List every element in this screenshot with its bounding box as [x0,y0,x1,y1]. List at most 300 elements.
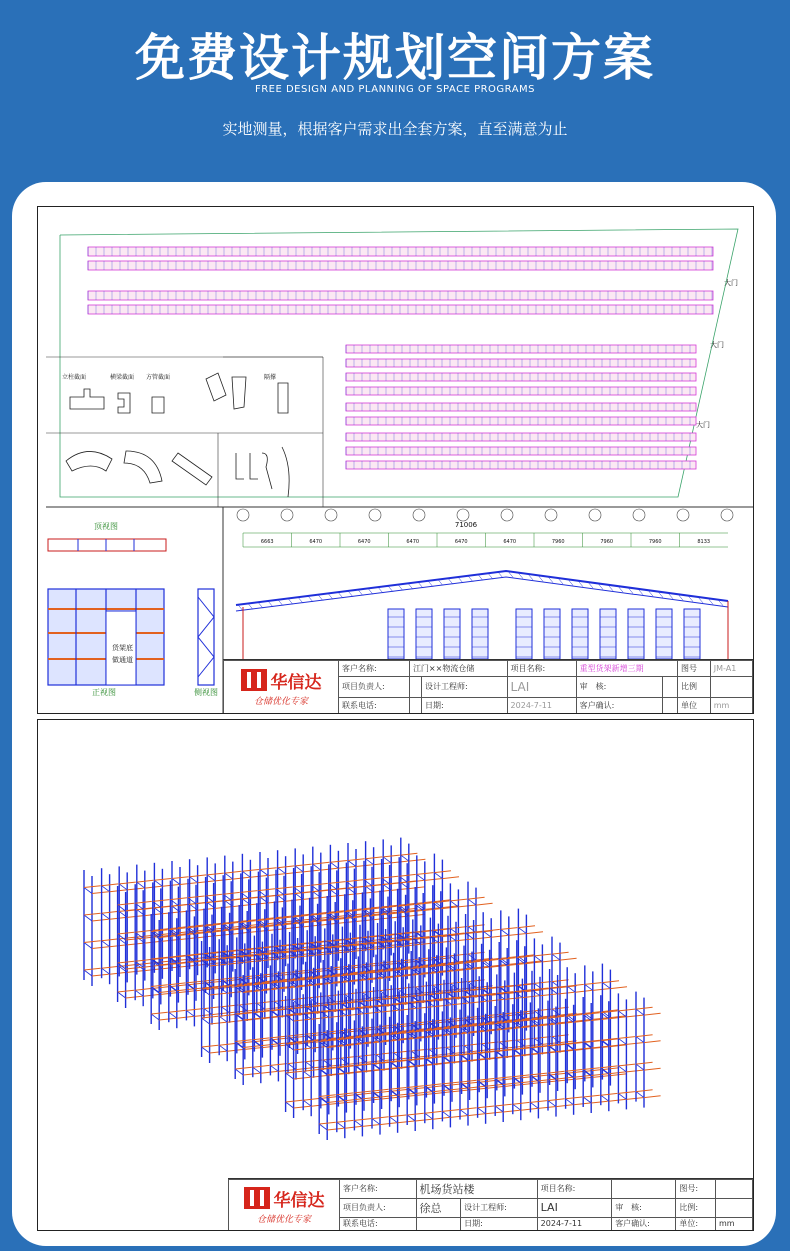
engineer-value: LAI [507,677,576,697]
truss-diagonal [428,581,433,587]
client-label: 客户名称: [339,661,410,677]
frame-brace [253,1067,261,1073]
frame-brace [102,886,110,892]
frame-brace [618,1093,626,1099]
beam [526,932,543,934]
frame-brace [417,874,425,880]
beam [574,1103,591,1105]
beam [458,905,475,907]
dimension-label: 8133 [697,539,711,545]
frame-brace [583,1097,591,1103]
dimension-label: 6470 [406,539,420,545]
brand-logo-2 [232,1186,336,1225]
beam [126,996,143,998]
beam [491,935,508,937]
frame-brace [118,992,126,998]
rack-row [346,461,696,469]
beam [538,1079,555,1081]
unit-label: 单位 [677,697,710,713]
frame-brace [483,931,491,937]
beam [92,892,109,894]
truss-diagonal [358,590,363,596]
beam [503,1083,520,1085]
truss-diagonal [368,588,373,594]
rack-row [88,247,713,256]
dimension-label: 7960 [648,539,662,545]
brand-name: 华信达 [270,672,322,693]
column-marker [545,509,557,521]
frame-brace [204,1009,212,1015]
frame-brace [550,988,558,994]
drawing-no-value: JM-A1 [710,661,752,677]
hero-title: 免费设计规划空间方案 [135,29,655,87]
elevation-rack [572,609,588,659]
frame-brace [235,1069,243,1075]
project-value: 重型货架新增三期 [576,661,677,677]
column-marker [413,509,425,521]
elevation-rack [600,609,616,659]
beam [425,879,442,881]
truss-diagonal [328,593,333,599]
truss-diagonal [238,605,243,611]
phone-label: 联系电话: [339,697,410,713]
truss-diagonal [318,595,323,601]
beam [593,989,610,991]
rack-row [346,447,696,455]
truss-diagonal [468,576,473,582]
beam [345,1126,362,1128]
frame-brace [348,861,356,867]
beam [433,1117,450,1119]
svg-text:方管截面: 方管截面 [146,374,171,381]
truss-diagonal [268,601,273,607]
beam [538,1107,555,1109]
front-view-label: 正视图 [92,688,116,697]
frame-brace [601,1095,609,1101]
beam [626,1043,643,1045]
scale-label: 比例 [677,677,710,697]
confirm-label: 客户确认: [576,697,663,713]
elevation-rack [516,609,532,659]
rack-row [88,305,713,314]
frame-brace [548,1101,556,1107]
floor-plan-drawing [37,206,754,714]
frame-brace [366,859,374,865]
beam [126,967,143,969]
hero-subtitle: 实地测量，根据客户需求出全套方案，直至满意为止 [222,120,568,138]
frame-brace [425,1113,433,1119]
beam [468,1114,485,1116]
content-card [12,182,776,1246]
beam [542,960,559,962]
beam [574,1076,591,1078]
frame-brace [466,933,474,939]
truss-diagonal [348,591,353,597]
frame-brace [202,1018,210,1024]
beam [509,934,526,936]
frame-brace [102,941,110,947]
column-marker [721,509,733,521]
beam [609,1072,626,1074]
frame-brace [319,1124,327,1130]
frame-brace [434,873,442,879]
frame-brace [442,1111,450,1117]
frame-brace [84,915,92,921]
elevation-rack [684,609,700,659]
rack-row [346,373,696,381]
frame-brace [468,899,476,905]
beam [644,1096,661,1098]
beam [476,903,493,905]
frame-brace [219,1016,227,1022]
truss-diagonal [248,603,253,609]
top-view-sketch [48,539,166,551]
column-marker [677,509,689,521]
frame-brace [84,970,92,976]
beam [327,1128,344,1130]
beam [380,1123,397,1125]
beam [177,989,194,991]
svg-text:隔撑: 隔撑 [264,374,277,381]
svg-text:立柱截面: 立柱截面 [62,374,87,381]
date-label: 日期: [461,1217,538,1230]
beam [345,1099,362,1101]
frame-brace [286,1102,294,1108]
frame-brace [242,871,250,877]
brand-logo-cell-2 [229,1180,340,1231]
beam [212,1013,229,1015]
frame-brace [530,1102,538,1108]
truss-diagonal [438,580,443,586]
frame-brace [102,913,110,919]
frame-brace [219,1045,227,1051]
manager-label: 项目负责人: [340,1198,417,1217]
beam [92,919,109,921]
beam [486,1112,503,1114]
truss-diagonal [498,572,503,578]
truss-diagonal [478,575,483,581]
beam [442,877,459,879]
beam [243,1073,260,1075]
column-marker [589,509,601,521]
truss-diagonal [338,592,343,598]
brand-slogan: 仓储优化专家 [256,1214,311,1225]
beam [521,1081,538,1083]
truss-diagonal [378,587,383,593]
truss-diagonal [278,600,283,606]
frame-brace [303,1071,311,1077]
frame-brace [154,880,162,886]
frame-brace [460,1110,468,1116]
hero-subtitle-en: FREE DESIGN AND PLANNING OF SPACE PROGRAMS [254,84,536,95]
frame-brace [84,943,92,949]
frame-brace [495,1106,503,1112]
beam [591,1101,608,1103]
beam [261,1044,278,1046]
title-block-bottom [228,1178,753,1231]
frame-brace [207,875,215,881]
frame-brace [306,1062,314,1068]
truss-diagonal [298,597,303,603]
review-label: 审 核: [576,677,663,697]
frame-brace [288,1064,296,1070]
truss-diagonal [258,602,263,608]
beam [210,1051,227,1053]
beam [503,1110,520,1112]
frame-brace [295,866,303,872]
beam [609,1099,626,1101]
floor-plan-svg [38,207,753,713]
drawing-no-label: 图号: [676,1180,716,1199]
elevation-rack [444,609,460,659]
date-label: 日期: [421,697,507,713]
frame-brace [135,990,143,996]
rack-rows-upper [88,247,713,314]
isometric-rack-drawing [37,719,754,1231]
beam [415,1092,432,1094]
beam [92,974,109,976]
title-block-top [223,659,753,714]
isometric-svg [38,720,753,1230]
aisle-label-2: 做通道 [112,656,133,664]
beam [468,1086,485,1088]
dimension-label: 6470 [454,539,468,545]
frame-brace [169,1012,177,1018]
beam [450,1116,467,1118]
beam [415,1119,432,1121]
aisle-label: 货架底 [112,644,133,652]
frame-brace [190,877,198,883]
beam [194,1015,211,1017]
logo-icon [244,1187,270,1209]
column-marker [501,509,513,521]
rack-row [346,359,696,367]
beam [159,991,176,993]
date-value: 2024-7-11 [507,697,576,713]
beam [626,1015,643,1017]
beam [294,1106,311,1108]
beam [521,1108,538,1110]
frame-brace [501,929,509,935]
dimension-label: 7960 [551,539,565,545]
unit-value: mm [710,697,752,713]
door-label-2: 大门 [710,341,724,349]
beam [362,1097,379,1099]
beam [243,1046,260,1048]
dimension-label: 6470 [503,539,517,545]
brand-slogan: 仓储优化专家 [253,696,308,707]
rack-rows-lower [346,345,696,469]
frame-brace [286,1073,294,1079]
manager-label: 项目负责人: [339,677,410,697]
door-label-3: 大门 [696,421,710,429]
beam [591,1074,608,1076]
elevation-rack [656,609,672,659]
column-marker [633,509,645,521]
beam [296,1068,313,1070]
engineer-label: 设计工程师: [461,1198,538,1217]
rack-row [88,261,713,270]
frame-brace [618,1066,626,1072]
front-view-sketch [48,589,164,685]
unit-label: 单位: [676,1217,716,1230]
beam [626,1070,643,1072]
beam [486,1085,503,1087]
frame-brace [518,928,526,934]
truss-diagonal [488,573,493,579]
beam [626,1098,643,1100]
frame-brace [225,873,233,879]
project-label: 项目名称: [507,661,576,677]
rack-row [346,387,696,395]
elevation-rack [472,609,488,659]
beam [560,958,577,960]
engineer-label: 设计工程师: [421,677,507,697]
side-view-label: 侧视图 [194,688,218,697]
truss-diagonal [388,586,393,592]
beam [450,1088,467,1090]
elevation-rack [416,609,432,659]
frame-brace [636,1092,644,1098]
frame-brace [119,884,127,890]
column-marker [457,509,469,521]
frame-brace [172,879,180,885]
dimension-labels [243,533,710,547]
frame-brace [372,1119,380,1125]
client-value: 机场货站楼 [416,1180,537,1199]
frame-brace [602,983,610,989]
hero-banner [0,0,790,180]
frame-brace [303,1100,311,1106]
beam [278,1070,295,1072]
column-marker [281,509,293,521]
scale-label: 比例: [676,1198,716,1217]
beam [556,1077,573,1079]
frame-brace [222,1007,230,1013]
brand-logo [227,668,335,707]
svg-text:横梁截面: 横梁截面 [110,374,135,381]
frame-brace [618,1038,626,1044]
truss-diagonal [308,596,313,602]
frame-brace [566,1099,574,1105]
beam [644,1068,661,1070]
frame-brace [84,888,92,894]
manager-value: 徐总 [416,1198,461,1217]
beam [177,1016,194,1018]
dimension-label: 6470 [309,539,323,545]
truss-diagonal [448,578,453,584]
phone-label: 联系电话: [340,1217,417,1230]
beam [362,1125,379,1127]
beam [261,1071,278,1073]
drawing-no-label: 图号 [677,661,710,677]
total-dimension: 71006 [454,521,478,529]
rack-row [88,291,713,300]
frame-brace [636,1037,644,1043]
column-marker [325,509,337,521]
top-view-label: 顶视图 [94,522,118,531]
frame-brace [636,1009,644,1015]
beam [398,1094,415,1096]
beam [556,1105,573,1107]
frame-brace [270,1065,278,1071]
beam [433,1090,450,1092]
side-view-sketch [198,589,214,685]
elevation-racks [388,609,700,659]
truss-diagonal [288,598,293,604]
beam [575,990,592,992]
frame-brace [102,968,110,974]
truss-diagonal [418,582,423,588]
project-label: 项目名称: [537,1180,612,1199]
client-label: 客户名称: [340,1180,417,1199]
unit-value: mm [716,1217,753,1230]
frame-brace [383,857,391,863]
door-label-1: 大门 [724,279,738,287]
date-value: 2024-7-11 [537,1217,612,1230]
beam [398,1121,415,1123]
brand-logo-cell [224,661,339,714]
beam [327,1101,344,1103]
frame-brace [313,864,321,870]
truss-diagonal [408,583,413,589]
rack-row [346,403,696,411]
frame-brace [407,1115,415,1121]
truss-diagonal [458,577,463,583]
beam [644,1041,661,1043]
column-marker [237,509,249,521]
column-marker [369,509,381,521]
client-value: 江门××物流仓储 [409,661,507,677]
dimension-label: 7960 [600,539,614,545]
frame-brace [330,862,338,868]
elevation-rack [388,609,404,659]
beam [159,1018,176,1020]
frame-brace [567,986,575,992]
beam [644,1013,661,1015]
beam [92,947,109,949]
truss-diagonal [398,585,403,591]
frame-brace [354,1120,362,1126]
engineer-value: LAI [537,1198,612,1217]
review-label: 审 核: [612,1198,676,1217]
isometric-racks [84,838,661,1140]
frame-brace [337,1122,345,1128]
dimension-label: 6470 [357,539,371,545]
frame-brace [260,870,268,876]
frame-brace [552,954,560,960]
frame-brace [151,1014,159,1020]
frame-brace [390,1117,398,1123]
logo-icon [241,669,267,691]
frame-brace [186,1010,194,1016]
dimension-label: 6663 [260,539,274,545]
frame-brace [636,1064,644,1070]
frame-brace [478,1108,486,1114]
frame-brace [585,984,593,990]
brand-name: 华信达 [273,1190,325,1211]
confirm-label: 客户确认: [612,1217,676,1230]
profile-details [66,373,289,497]
frame-brace [513,1104,521,1110]
beam [380,1095,397,1097]
elevation-rack [544,609,560,659]
beam [610,987,627,989]
column-grid-markers [237,509,733,521]
frame-brace [401,855,409,861]
rack-row [346,417,696,425]
rack-row [346,433,696,441]
